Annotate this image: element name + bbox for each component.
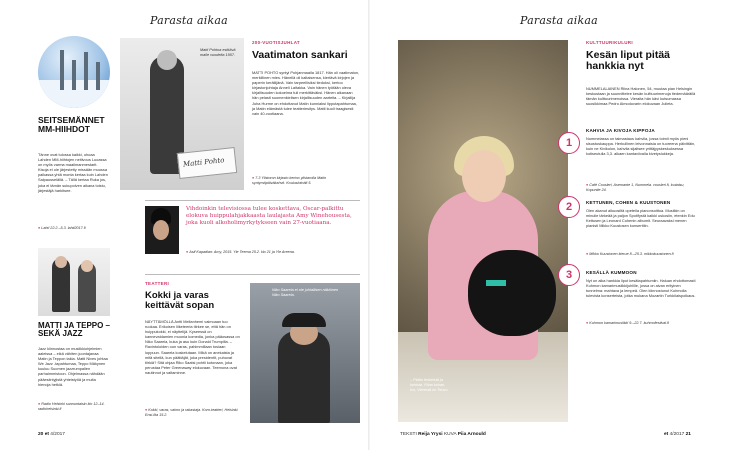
person-shape: [52, 258, 70, 312]
theatre-kicker: TEATTERI: [145, 281, 170, 286]
issue-number: 4/2017: [50, 432, 65, 437]
magazine-name: et: [664, 432, 669, 437]
item-body: Nummelassa on taimastaus kahvila, jossa toimii myös pieni sisustuskauppa. Herkullinen leivonnaisia on tuoreena päivittäin, kuin ne Kivikolon, kahvila sijaitsee yrittäjyyskeskuksessa kotiseutulla 3,3. alkaen kantaviivalla kivetyslukkeja.: [586, 136, 696, 157]
ski-tower-shape: [72, 60, 76, 90]
pohto-article-title: Vaatimaton sankari: [252, 49, 348, 61]
pohto-kicker: 200-VUOTISJUHLAT: [252, 40, 300, 45]
section-brand-right: Parasta aikaa: [520, 14, 598, 27]
credits: [400, 432, 486, 437]
ski-article-title: SEITSEMÄNNET MM-HIIHDOT: [38, 115, 105, 134]
item-heading: KESÄLLÄ KUMMOON: [586, 270, 637, 275]
credit-name: Reija Yrysi: [418, 432, 443, 437]
ski-tower-shape: [84, 52, 88, 90]
credit-label: TEKSTI: [400, 432, 417, 437]
magazine-name: et: [44, 432, 49, 437]
hat-shape: [282, 313, 326, 327]
item-heading: KETTUNEN, COHEN & KUUSTONEN: [586, 200, 671, 205]
ski-tower-shape: [60, 50, 64, 90]
amy-winehouse-photo: [145, 206, 179, 254]
theatre-photo-caption: Niko Saarela ei ole juhlallisen näköinen Niko Saarela.: [272, 288, 339, 297]
woman-with-dog-photo: [398, 40, 568, 422]
item-info: ● Café Cousleri, Asemante 1, Nummela. cousleri.fi, loutaisu, Kopuntie 24.: [586, 183, 698, 193]
photo-label: KUVA: [443, 432, 457, 437]
matti-pohto-statue-photo: [120, 38, 244, 190]
ski-jump-photo: [38, 36, 110, 108]
pohto-article-info: ● 7.3 Ylistoron kirjasto kertoo ylistarolla Matin syntymäpäiväkahvit. Kouluslotnäit 5.: [252, 176, 360, 186]
statue-sign: Matti Pohto: [177, 147, 237, 179]
divider: [145, 274, 360, 275]
theatre-actor-photo: [250, 283, 360, 423]
culture-kicker: KULTTUURIKULURI: [586, 40, 633, 45]
issue-number: 4/2017: [669, 432, 685, 437]
item-number-badge: 2: [558, 196, 580, 218]
jazz-duo-photo: [38, 248, 110, 316]
theatre-article-info: ● Kokki, varas, vaimo ja rakastaja. Korn-teatteri, Helsinki. Ensi-ilta 15.2.: [145, 408, 241, 418]
divider: [145, 200, 360, 201]
pohto-photo-caption: Matti Pohtoa esittävä malle vuodelta 1957.: [200, 48, 236, 57]
ski-article-body: Tänne ovat tulossa kaikki, uhoaa Lahden MM-hiihtojen neitivous Luoassa on myös varma maailmanmestarit. Kisoja ei ole järjestetty missään muussa paikassa yhtä monta kertaa kuin Lahden Salpausselällä. – Tällä kertaa Ruka jos, joka ei tämän sukupolven aikana toistu, järjestäjä harkitsee.: [38, 152, 108, 193]
theatre-article-title: Kokki ja varas keittävät sopan: [145, 290, 215, 311]
folio-left: [38, 432, 65, 437]
page-gutter: [368, 0, 370, 450]
ski-article-info: ● Lahti 22.2.–5.3. lahti2017.fi: [38, 226, 108, 231]
face-shape: [153, 220, 169, 240]
page-number: 20: [38, 432, 44, 437]
jazz-article-title: MATTI JA TEPPO – SEKÄ JAZZ: [38, 321, 111, 339]
amy-article-info: ● Asif Kapadian: Amy, 2015. Yle Teema 25.2. klo 21 ja Yle Areena.: [186, 250, 360, 255]
section-brand-left: Parasta aikaa: [150, 14, 228, 27]
theatre-article-body: NÄYTTÄMÖLLÄ Antti Mellanhemi vaimoaan tuo ruokaa. Erikoisen liiketeeria tiirkee se, että hän on huippukokki, ei näyttelijä. Kyseessä on kannevaldamien muonia komedia, jonka pääosassa on Niko Saarela, kuka ja asu kuin Donald Trumpilla. – Ravintoloiden oon varas, pahimmillaan tosiaan loppuun. Saarela koskelutaan. Mikä on anekaista ja mitä sitellä, kun päättäjät, joka presidentit, puhuvat tiirkiä? Sitä ohjaa Riko Saatsi pohtii kotonaan, joka perustaa Peter Greenaway elokuvaan. Teemona ovat nautinnot ja valtaminne.: [145, 319, 240, 375]
item-body: Olen akanut alkuosiltä opetella pianonsoittoa. Musiikin on minulle tärkeää ja paljon Spotifystä kaikki uskosiin, etenkin Edu Kettusen ja Leonard Cohenin albumit. Seuraavaksi menen pianisti Mikko Kuustosen konserttiin.: [586, 208, 695, 229]
dog-shape: [468, 250, 556, 336]
item-info: ● Mikko Kuustonen kierue 8.–25.3. mikkokuustonen.fi: [586, 252, 698, 257]
culture-article-intro: NUMMELALAINEN Riina Halonen, 54, muutaa pian Helsingin keskustaan ja suunnittelee kesän kulttuurimenoja tiedemäärällä tämän kulttuurimenoissa. Vieraita hän kävi kutsumassa suosikkimaa Pedro Almodovarin elokuvaan Julieta.: [586, 86, 696, 107]
folio-right: [664, 432, 691, 437]
culture-article-title: Kesän liput pitää hankkia nyt: [586, 49, 671, 73]
item-body: Nyt on aika hankkia liput kesätapahtumiin. Haluan ehdottomasti Kuhmon kamarimusiikkijuhlille, jossa on aivan erityinen tunnelma: mahtava ja lempeä. Olen kiinnostunut Kuhmolla tulevista konserteista, jotka mukana Mozartin Turkkilaispolkaus.: [586, 278, 696, 299]
ribbon-shape: [486, 280, 506, 286]
page-number: 21: [685, 432, 691, 437]
item-number-badge: 3: [558, 264, 580, 286]
woman-photo-caption: – Pidän lenkeistä ja koirista. Riina koiran, Ivo, Vierestä on Teuvo.: [410, 378, 449, 392]
item-info: ● Kuhmon kamarimusiikki 9.–22.7. kuhmofestival.fi: [586, 321, 698, 326]
amy-article-text: Vihdoinkin televisiossa tulee koskettava, Oscar-palkittu elokuva huippulahjakkaasta laulajasta Amy Winehousesta, joka kuoli alkoholimyrkytykseen vain 27-vuotiaana.: [186, 206, 352, 227]
item-heading: KAHVIA JA KIVOJA KIPPOJA: [586, 128, 655, 133]
ski-tower-shape: [96, 62, 100, 90]
item-number-badge: 1: [558, 132, 580, 154]
pohto-article-body: MATTI POHTO syntyi Pohjanmaalla 1817. Hän oli vaatimaton, merkillinen mies. Hänellä oli kaltaisensa, kiertävä kirjojen ja paperin keräilijänä. Vain tarpeellisiksi tiedoksi, kertoo kirjastonjohtaja Anneli Laitakka. Vain hänen työtään oleva kirjallisuuden kokoelma tuli merkittäväksi. Hänen aikanaan hän pelasti suomenkielisen kirjallisuuden aarteita. – Kirjailija Juha Hurme on ehdottanut Matin kunniaksi lipputapahtumaa, ja Matin elämästä tulee teatteriesitys. Matti kuoli traagisesti vain 40-vuotiaana.: [252, 70, 360, 116]
jazz-article-info: ● Radio Helsinki sunnuntaisin klo 12–14. radiohelsinki.fi: [38, 402, 108, 412]
person-shape: [78, 262, 96, 312]
photo-name: Piia Arnould: [457, 432, 486, 437]
face-shape: [462, 150, 506, 202]
jazz-article-body: Jazz kiinnostaa on musiikkiohjelmien aaleissa – eikä vähiten juontajanaa Matin ja Teppon takia. Matti Nives johtaa We Jazz -tapahtumaa, Teppo Mäkynen kuuluu Suomen jazzrumpalien parhaimmistoon. Ohjelmassa nähdään pääesiintyjistä yhteistyöä ja muita hienoja hetkiä.: [38, 346, 108, 387]
